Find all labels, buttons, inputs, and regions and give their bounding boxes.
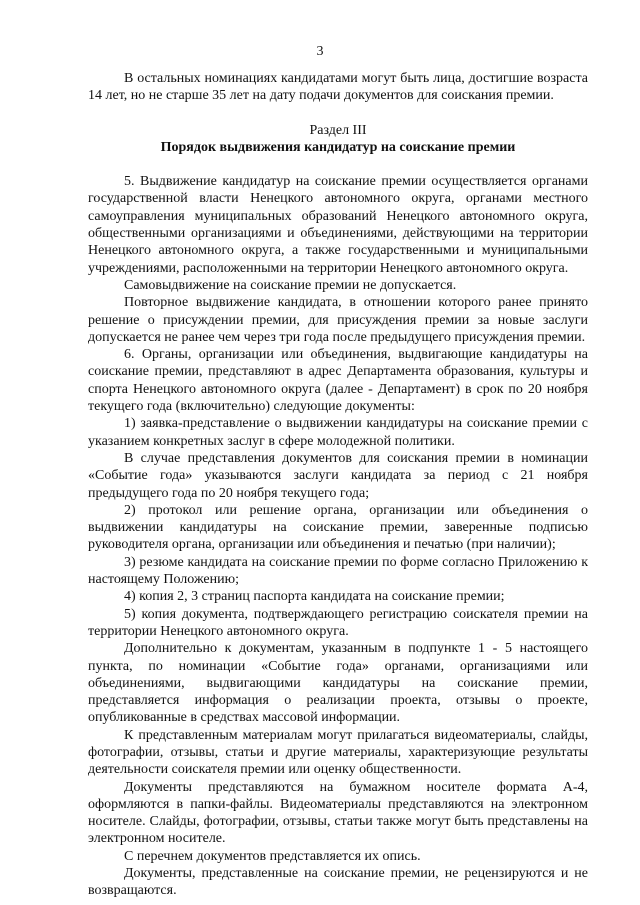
paragraph-self-nomination: Самовыдвижение на соискание премии не допускается. bbox=[124, 277, 457, 293]
paragraph-repeat-nomination: Повторное выдвижение кандидата, в отношении которого ранее принято решение о присуждении премии, для присуждения премии за новые заслуги допускается не ранее чем через три года после предыдущего присуждения премии. bbox=[88, 295, 588, 345]
list-item-3: 3) резюме кандидата на соискание премии по форме согласно Приложению к настоящему Положению; bbox=[88, 554, 588, 588]
list-item-4: 4) копия 2, 3 страниц паспорта кандидата на соискание премии; bbox=[124, 589, 505, 605]
intro-paragraph: В остальных номинациях кандидатами могут быть лица, достигшие возраста 14 лет, но не старше 35 лет на дату подачи документов для соискания премии. bbox=[88, 71, 588, 104]
paragraph-inventory: С перечнем документов представляется их опись. bbox=[124, 848, 421, 864]
document-body bbox=[88, 70, 588, 900]
paragraph-additional-docs: Дополнительно к документам, указанным в подпункте 1 - 5 настоящего пункта, по номинации «Событие года» органами, организациями или объединениями, выдвигающими кандидатуры на соискание премии, представляется информация о реализации проекта, отзывы о проекте, опубликованные в средствах массовой информации. bbox=[88, 641, 588, 726]
list-item-2: 2) протокол или решение органа, организации или объединения о выдвижении кандидатуры на соискание премии, заверенные подписью руководителя органа, организации или объединения и печатью (при наличии); bbox=[88, 502, 588, 553]
section-spacer bbox=[88, 105, 588, 122]
page-number: 3 bbox=[316, 44, 324, 59]
section-title: Порядок выдвижения кандидатур на соискание премии bbox=[160, 139, 516, 155]
paragraph-attachments: К представленным материалам могут прилагаться видеоматериалы, слайды, фотографии, отзывы, статьи и другие материалы, характеризующие результаты деятельности соискателя премии или оценку общественности. bbox=[88, 727, 588, 778]
paragraph-event-of-year: В случае представления документов для соискания премии в номинации «Событие года» указываются заслуги кандидата за период с 21 ноября предыдущего года по 20 ноября текущего года; bbox=[88, 450, 588, 501]
section-label: Раздел III bbox=[309, 122, 367, 138]
paragraph-6: 6. Органы, организации или объединения, выдвигающие кандидатуры на соискание премии, представляют в адрес Департамента образования, культуры и спорта Ненецкого автономного округа (далее - Департамент) в срок по 20 ноября текущего года (включительно) следующие документы: bbox=[88, 347, 588, 415]
list-item-1: 1) заявка-представление о выдвижении кандидатуры на соискание премии с указанием конкретных заслуг в сфере молодежной политики. bbox=[88, 416, 588, 449]
list-item-5: 5) копия документа, подтверждающего регистрацию соискателя премии на территории Ненецкого автономного округа. bbox=[88, 606, 588, 639]
paragraph-5: 5. Выдвижение кандидатур на соискание премии осуществляется органами государственной власти Ненецкого автономного округа, органами местного самоуправления муниципальных образований Ненецкого автономного округа, общественными организациями и объединениями, действующими на территории Ненецкого автономного округа, а также государственными и муниципальными учреждениями, расположенными на территории Ненецкого автономного округа. bbox=[88, 174, 588, 276]
paragraph-format: Документы представляются на бумажном носителе формата А-4, оформляются в папки-файлы. Видеоматериалы представляются на электронном носителе. Слайды, фотографии, отзывы, статьи также могут быть представлены на электронном носителе. bbox=[88, 779, 588, 847]
paragraph-not-returned: Документы, представленные на соискание премии, не рецензируются и не возвращаются. bbox=[88, 866, 588, 899]
